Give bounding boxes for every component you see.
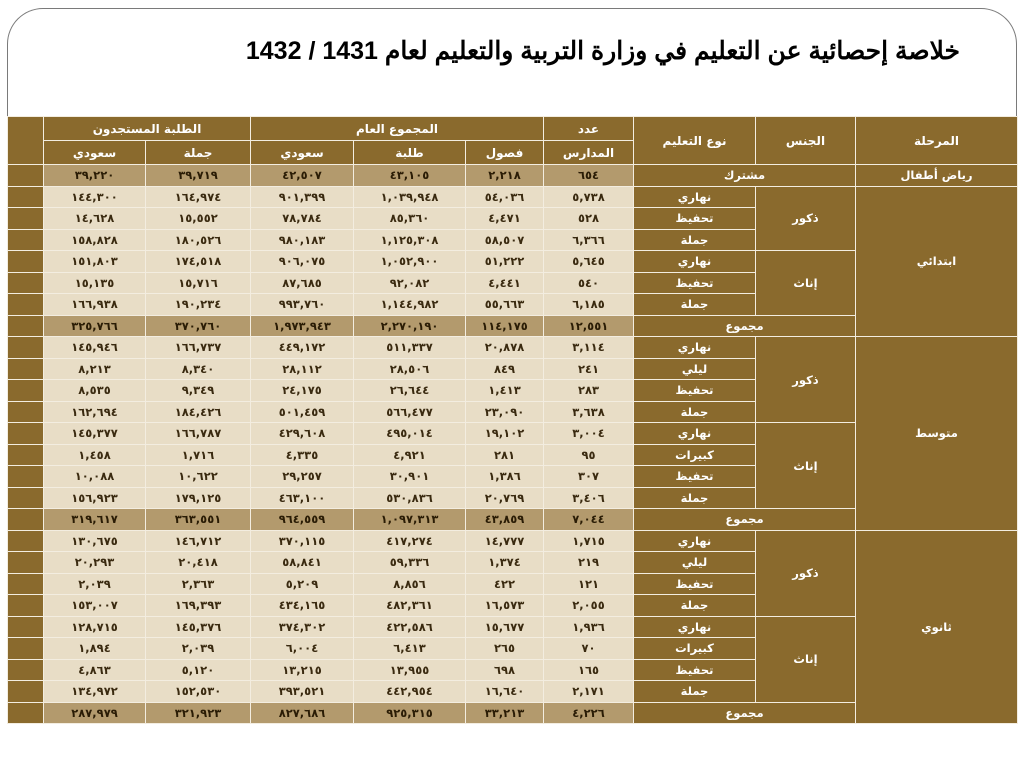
value-cell: ١٠,٦٢٢ xyxy=(146,466,251,488)
value-cell: ٤٣٤,١٦٥ xyxy=(251,595,354,617)
value-cell: ٨,٣٤٠ xyxy=(146,358,251,380)
header-general-total: المجموع العام xyxy=(251,117,544,141)
value-cell: ٢٨٣ xyxy=(544,380,634,402)
value-cell: ٢٨١ xyxy=(466,444,544,466)
value-cell: ٣٢٥,٧٦٦ xyxy=(44,315,146,337)
value-cell: ٢٠,٧٦٩ xyxy=(466,487,544,509)
value-cell: ٢٨٧,٩٧٩ xyxy=(44,702,146,724)
value-cell: ٣,١١٤ xyxy=(544,337,634,359)
value-cell: ٤,٨٦٣ xyxy=(44,659,146,681)
table-edge-cell xyxy=(8,487,44,509)
header-classes: فصول xyxy=(466,141,544,165)
value-cell: ٤,٢٢٦ xyxy=(544,702,634,724)
value-cell: ١٦٦,٧٨٧ xyxy=(146,423,251,445)
value-cell: ١٥٣,٠٠٧ xyxy=(44,595,146,617)
value-cell: ٣٧٠,١١٥ xyxy=(251,530,354,552)
value-cell: ٢٨,٥٠٦ xyxy=(354,358,466,380)
table-edge-cell xyxy=(8,444,44,466)
value-cell: ٢,٣٦٣ xyxy=(146,573,251,595)
value-cell: ١٨٠,٥٢٦ xyxy=(146,229,251,251)
table-edge-cell xyxy=(8,573,44,595)
value-cell: ٥٨,٨٤١ xyxy=(251,552,354,574)
gender-label: إناث xyxy=(756,251,856,316)
table-row xyxy=(8,337,1018,359)
total-label: مجموع xyxy=(634,702,856,724)
value-cell: ١٥,٥٥٢ xyxy=(146,208,251,230)
value-cell: ١٤٥,٣٧٧ xyxy=(44,423,146,445)
value-cell: ١٧٤,٥١٨ xyxy=(146,251,251,273)
table-edge-cell xyxy=(8,358,44,380)
table-edge-cell xyxy=(8,315,44,337)
table-edge-cell xyxy=(8,294,44,316)
table-row xyxy=(8,186,1018,208)
value-cell: ١,١٢٥,٣٠٨ xyxy=(354,229,466,251)
value-cell: ٩٢,٠٨٢ xyxy=(354,272,466,294)
value-cell: ١٣,٢١٥ xyxy=(251,659,354,681)
value-cell: ١٤٥,٩٤٦ xyxy=(44,337,146,359)
value-cell: ٢,٢٧٠,١٩٠ xyxy=(354,315,466,337)
value-cell: ١٦٢,٦٩٤ xyxy=(44,401,146,423)
value-cell: ١٦,٥٧٣ xyxy=(466,595,544,617)
value-cell: ٢٤١ xyxy=(544,358,634,380)
value-cell: ١,٠٩٧,٣١٣ xyxy=(354,509,466,531)
header-students: طلبة xyxy=(354,141,466,165)
edu-type-label: نهاري xyxy=(634,337,756,359)
table-edge-cell xyxy=(8,117,44,165)
value-cell: ١٩,١٠٢ xyxy=(466,423,544,445)
value-cell: ٩٦٤,٥٥٩ xyxy=(251,509,354,531)
header-new-students: الطلبة المستجدون xyxy=(44,117,251,141)
value-cell: ٣٧٤,٣٠٢ xyxy=(251,616,354,638)
table-edge-cell xyxy=(8,466,44,488)
value-cell: ١٥٦,٩٢٣ xyxy=(44,487,146,509)
value-cell: ١٥٨,٨٢٨ xyxy=(44,229,146,251)
value-cell: ٣,٦٣٨ xyxy=(544,401,634,423)
value-cell: ٧٨,٧٨٤ xyxy=(251,208,354,230)
table-edge-cell xyxy=(8,702,44,724)
value-cell: ٤,٤٤١ xyxy=(466,272,544,294)
value-cell: ٥٥,٦٦٣ xyxy=(466,294,544,316)
value-cell: ٤٦٣,١٠٠ xyxy=(251,487,354,509)
value-cell: ٤,٤٧١ xyxy=(466,208,544,230)
value-cell: ٨٥,٣٦٠ xyxy=(354,208,466,230)
value-cell: ٦٥٤ xyxy=(544,165,634,187)
value-cell: ٣٠,٩٠١ xyxy=(354,466,466,488)
edu-type-label: نهاري xyxy=(634,251,756,273)
table-edge-cell xyxy=(8,552,44,574)
value-cell: ٥,٧٣٨ xyxy=(544,186,634,208)
value-cell: ٥١١,٣٣٧ xyxy=(354,337,466,359)
value-cell: ٢٠,٢٩٣ xyxy=(44,552,146,574)
value-cell: ١,٤١٣ xyxy=(466,380,544,402)
table-edge-cell xyxy=(8,229,44,251)
value-cell: ٢,٠٥٥ xyxy=(544,595,634,617)
value-cell: ١,٤٥٨ xyxy=(44,444,146,466)
value-cell: ٦,٠٠٤ xyxy=(251,638,354,660)
total-label: مجموع xyxy=(634,509,856,531)
edu-type-label: نهاري xyxy=(634,423,756,445)
value-cell: ٤٤٢,٩٥٤ xyxy=(354,681,466,703)
table-edge-cell xyxy=(8,638,44,660)
value-cell: ١,٠٣٩,٩٤٨ xyxy=(354,186,466,208)
total-label: مجموع xyxy=(634,315,856,337)
value-cell: ٣٩٣,٥٢١ xyxy=(251,681,354,703)
header-saudi: سعودي xyxy=(251,141,354,165)
header-schools-top: عدد xyxy=(544,117,634,141)
edu-type-label: ليلي xyxy=(634,358,756,380)
edu-type-label: كبيرات xyxy=(634,638,756,660)
table-edge-cell xyxy=(8,595,44,617)
value-cell: ٥٤,٠٣٦ xyxy=(466,186,544,208)
value-cell: ٥٩,٣٣٦ xyxy=(354,552,466,574)
value-cell: ٢,٢١٨ xyxy=(466,165,544,187)
table-edge-cell xyxy=(8,401,44,423)
value-cell: ٣٩,٧١٩ xyxy=(146,165,251,187)
value-cell: ٩٢٥,٣١٥ xyxy=(354,702,466,724)
value-cell: ١٤٦,٧١٢ xyxy=(146,530,251,552)
value-cell: ١٦٤,٩٧٤ xyxy=(146,186,251,208)
value-cell: ٥٣٠,٨٣٦ xyxy=(354,487,466,509)
table-edge-cell xyxy=(8,509,44,531)
table-edge-cell xyxy=(8,186,44,208)
value-cell: ٢,٠٣٩ xyxy=(44,573,146,595)
value-cell: ٢١٩ xyxy=(544,552,634,574)
table-edge-cell xyxy=(8,659,44,681)
edu-type-label: جملة xyxy=(634,229,756,251)
value-cell: ٩,٣٤٩ xyxy=(146,380,251,402)
value-cell: ٤٢٢ xyxy=(466,573,544,595)
page-title: خلاصة إحصائية عن التعليم في وزارة التربية والتعليم لعام 1431 / 1432 xyxy=(245,37,960,65)
value-cell: ٢٩,٢٥٧ xyxy=(251,466,354,488)
value-cell: ٦,٤١٣ xyxy=(354,638,466,660)
value-cell: ٨,٢١٣ xyxy=(44,358,146,380)
value-cell: ٥٨,٥٠٧ xyxy=(466,229,544,251)
value-cell: ١٦٦,٧٣٧ xyxy=(146,337,251,359)
gender-label: ذكور xyxy=(756,337,856,423)
value-cell: ٣٩,٢٢٠ xyxy=(44,165,146,187)
table-row-kindergarten xyxy=(8,165,1018,187)
value-cell: ١,٧١٦ xyxy=(146,444,251,466)
value-cell: ٢٨,١١٢ xyxy=(251,358,354,380)
value-cell: ٤,٩٢١ xyxy=(354,444,466,466)
table-edge-cell xyxy=(8,251,44,273)
value-cell: ٣٠٧ xyxy=(544,466,634,488)
value-cell: ٨٢٧,٦٨٦ xyxy=(251,702,354,724)
value-cell: ١٦٥ xyxy=(544,659,634,681)
value-cell: ١,٣٨٦ xyxy=(466,466,544,488)
header-stage: المرحلة xyxy=(856,117,1018,165)
table-edge-cell xyxy=(8,681,44,703)
value-cell: ١٥,١٣٥ xyxy=(44,272,146,294)
value-cell: ١٢١ xyxy=(544,573,634,595)
stage-label: ابتدائي xyxy=(856,186,1018,337)
table-edge-cell xyxy=(8,530,44,552)
value-cell: ١٣,٩٥٥ xyxy=(354,659,466,681)
value-cell: ٣٦٣,٥٥١ xyxy=(146,509,251,531)
value-cell: ١٢٨,٧١٥ xyxy=(44,616,146,638)
table-row xyxy=(8,530,1018,552)
stage-label: رياض أطفال xyxy=(856,165,1018,187)
value-cell: ٢٦٥ xyxy=(466,638,544,660)
value-cell: ١٤,٦٢٨ xyxy=(44,208,146,230)
value-cell: ٨,٨٥٦ xyxy=(354,573,466,595)
value-cell: ٨٧,٦٨٥ xyxy=(251,272,354,294)
value-cell: ٣,٠٠٤ xyxy=(544,423,634,445)
edu-type-label: تحفيظ xyxy=(634,380,756,402)
value-cell: ٦,٣٦٦ xyxy=(544,229,634,251)
value-cell: ١٥,٧١٦ xyxy=(146,272,251,294)
value-cell: ٣,٤٠٦ xyxy=(544,487,634,509)
edu-type-label: جملة xyxy=(634,595,756,617)
value-cell: ٩٠٦,٠٧٥ xyxy=(251,251,354,273)
gender-label: ذكور xyxy=(756,186,856,251)
value-cell: ١٣٤,٩٧٢ xyxy=(44,681,146,703)
value-cell: ٢٣,٠٩٠ xyxy=(466,401,544,423)
value-cell: ١٤٥,٣٧٦ xyxy=(146,616,251,638)
edu-type-label: جملة xyxy=(634,487,756,509)
edu-type-label: ليلي xyxy=(634,552,756,574)
edu-type-label: نهاري xyxy=(634,616,756,638)
value-cell: ٢٤,١٧٥ xyxy=(251,380,354,402)
value-cell: ٣١٩,٦١٧ xyxy=(44,509,146,531)
value-cell: ٤٨٢,٣٦١ xyxy=(354,595,466,617)
value-cell: ٣٧٠,٧٦٠ xyxy=(146,315,251,337)
table-edge-cell xyxy=(8,208,44,230)
value-cell: ٢٦,٦٤٤ xyxy=(354,380,466,402)
value-cell: ٧,٠٤٤ xyxy=(544,509,634,531)
value-cell: ١,٧١٥ xyxy=(544,530,634,552)
stage-label: متوسط xyxy=(856,337,1018,531)
value-cell: ٥,٦٤٥ xyxy=(544,251,634,273)
gender-label: إناث xyxy=(756,616,856,702)
edu-type-label: تحفيظ xyxy=(634,573,756,595)
edu-type-label: تحفيظ xyxy=(634,659,756,681)
value-cell: ١,٩٣٦ xyxy=(544,616,634,638)
value-cell: ١,٩٧٣,٩٤٣ xyxy=(251,315,354,337)
value-cell: ١,٨٩٤ xyxy=(44,638,146,660)
value-cell: ٥,٢٠٩ xyxy=(251,573,354,595)
header-edu-type: نوع التعليم xyxy=(634,117,756,165)
edu-type-label: جملة xyxy=(634,681,756,703)
value-cell: ٤٢٩,٦٠٨ xyxy=(251,423,354,445)
value-cell: ٩٠١,٣٩٩ xyxy=(251,186,354,208)
table-body xyxy=(8,165,1018,724)
edu-type-label: نهاري xyxy=(634,530,756,552)
table-edge-cell xyxy=(8,337,44,359)
value-cell: ٩٨٠,١٨٣ xyxy=(251,229,354,251)
edu-type-label: نهاري xyxy=(634,186,756,208)
value-cell: ٥١,٢٢٢ xyxy=(466,251,544,273)
edu-type-label: جملة xyxy=(634,401,756,423)
edu-type-label: تحفيظ xyxy=(634,466,756,488)
table-edge-cell xyxy=(8,616,44,638)
value-cell: ١١٤,١٧٥ xyxy=(466,315,544,337)
header-gender: الجنس xyxy=(756,117,856,165)
value-cell: ٤٤٩,١٧٢ xyxy=(251,337,354,359)
value-cell: ١٣٠,٦٧٥ xyxy=(44,530,146,552)
value-cell: ٥٤٠ xyxy=(544,272,634,294)
value-cell: ١٦,٦٤٠ xyxy=(466,681,544,703)
value-cell: ٣٣,٢١٣ xyxy=(466,702,544,724)
value-cell: ١٦٦,٩٣٨ xyxy=(44,294,146,316)
header-schools-bottom: المدارس xyxy=(544,141,634,165)
value-cell: ٥٠١,٤٥٩ xyxy=(251,401,354,423)
value-cell: ٦٩٨ xyxy=(466,659,544,681)
table-header xyxy=(8,117,1018,165)
edu-type-label: جملة xyxy=(634,294,756,316)
value-cell: ٨٤٩ xyxy=(466,358,544,380)
value-cell: ٣٢١,٩٢٣ xyxy=(146,702,251,724)
value-cell: ١٥٢,٥٣٠ xyxy=(146,681,251,703)
value-cell: ٦,١٨٥ xyxy=(544,294,634,316)
value-cell: ١٥١,٨٠٣ xyxy=(44,251,146,273)
value-cell: ٤٢٢,٥٨٦ xyxy=(354,616,466,638)
value-cell: ٥٢٨ xyxy=(544,208,634,230)
value-cell: ١٤٤,٣٠٠ xyxy=(44,186,146,208)
stage-label: ثانوي xyxy=(856,530,1018,724)
value-cell: ٢,٠٣٩ xyxy=(146,638,251,660)
value-cell: ٤١٧,٢٧٤ xyxy=(354,530,466,552)
value-cell: ٤٩٥,٠١٤ xyxy=(354,423,466,445)
value-cell: ٤٣,٨٥٩ xyxy=(466,509,544,531)
edu-type-label: تحفيظ xyxy=(634,272,756,294)
statistics-table xyxy=(7,116,1018,724)
value-cell: ١٧٩,١٢٥ xyxy=(146,487,251,509)
value-cell: ١٥,٦٧٧ xyxy=(466,616,544,638)
value-cell: ٥,١٢٠ xyxy=(146,659,251,681)
value-cell: ٤٣,١٠٥ xyxy=(354,165,466,187)
value-cell: ١٨٤,٤٢٦ xyxy=(146,401,251,423)
value-cell: ١,٠٥٢,٩٠٠ xyxy=(354,251,466,273)
value-cell: ٤,٣٣٥ xyxy=(251,444,354,466)
value-cell: ٢,١٧١ xyxy=(544,681,634,703)
table-edge-cell xyxy=(8,380,44,402)
gender-label: ذكور xyxy=(756,530,856,616)
header-new-saudi: سعودي xyxy=(44,141,146,165)
value-cell: ١٩٠,٢٣٤ xyxy=(146,294,251,316)
table-edge-cell xyxy=(8,423,44,445)
value-cell: ١٤,٧٧٧ xyxy=(466,530,544,552)
value-cell: ٧٠ xyxy=(544,638,634,660)
value-cell: ١٦٩,٣٩٣ xyxy=(146,595,251,617)
value-cell: ٨,٥٣٥ xyxy=(44,380,146,402)
value-cell: ١,١٤٤,٩٨٢ xyxy=(354,294,466,316)
value-cell: ١٢,٥٥١ xyxy=(544,315,634,337)
table-edge-cell xyxy=(8,165,44,187)
table-edge-cell xyxy=(8,272,44,294)
value-cell: ٥٦٦,٤٧٧ xyxy=(354,401,466,423)
value-cell: ٢٠,٤١٨ xyxy=(146,552,251,574)
gender-label: إناث xyxy=(756,423,856,509)
value-cell: ٢٠,٨٧٨ xyxy=(466,337,544,359)
value-cell: ٩٩٣,٧٦٠ xyxy=(251,294,354,316)
header-total: جملة xyxy=(146,141,251,165)
edu-type-label: تحفيظ xyxy=(634,208,756,230)
value-cell: ٩٥ xyxy=(544,444,634,466)
value-cell: ١,٣٧٤ xyxy=(466,552,544,574)
edu-type-label: كبيرات xyxy=(634,444,756,466)
value-cell: ٤٢,٥٠٧ xyxy=(251,165,354,187)
edu-type-label: مشترك xyxy=(634,165,856,187)
value-cell: ١٠,٠٨٨ xyxy=(44,466,146,488)
